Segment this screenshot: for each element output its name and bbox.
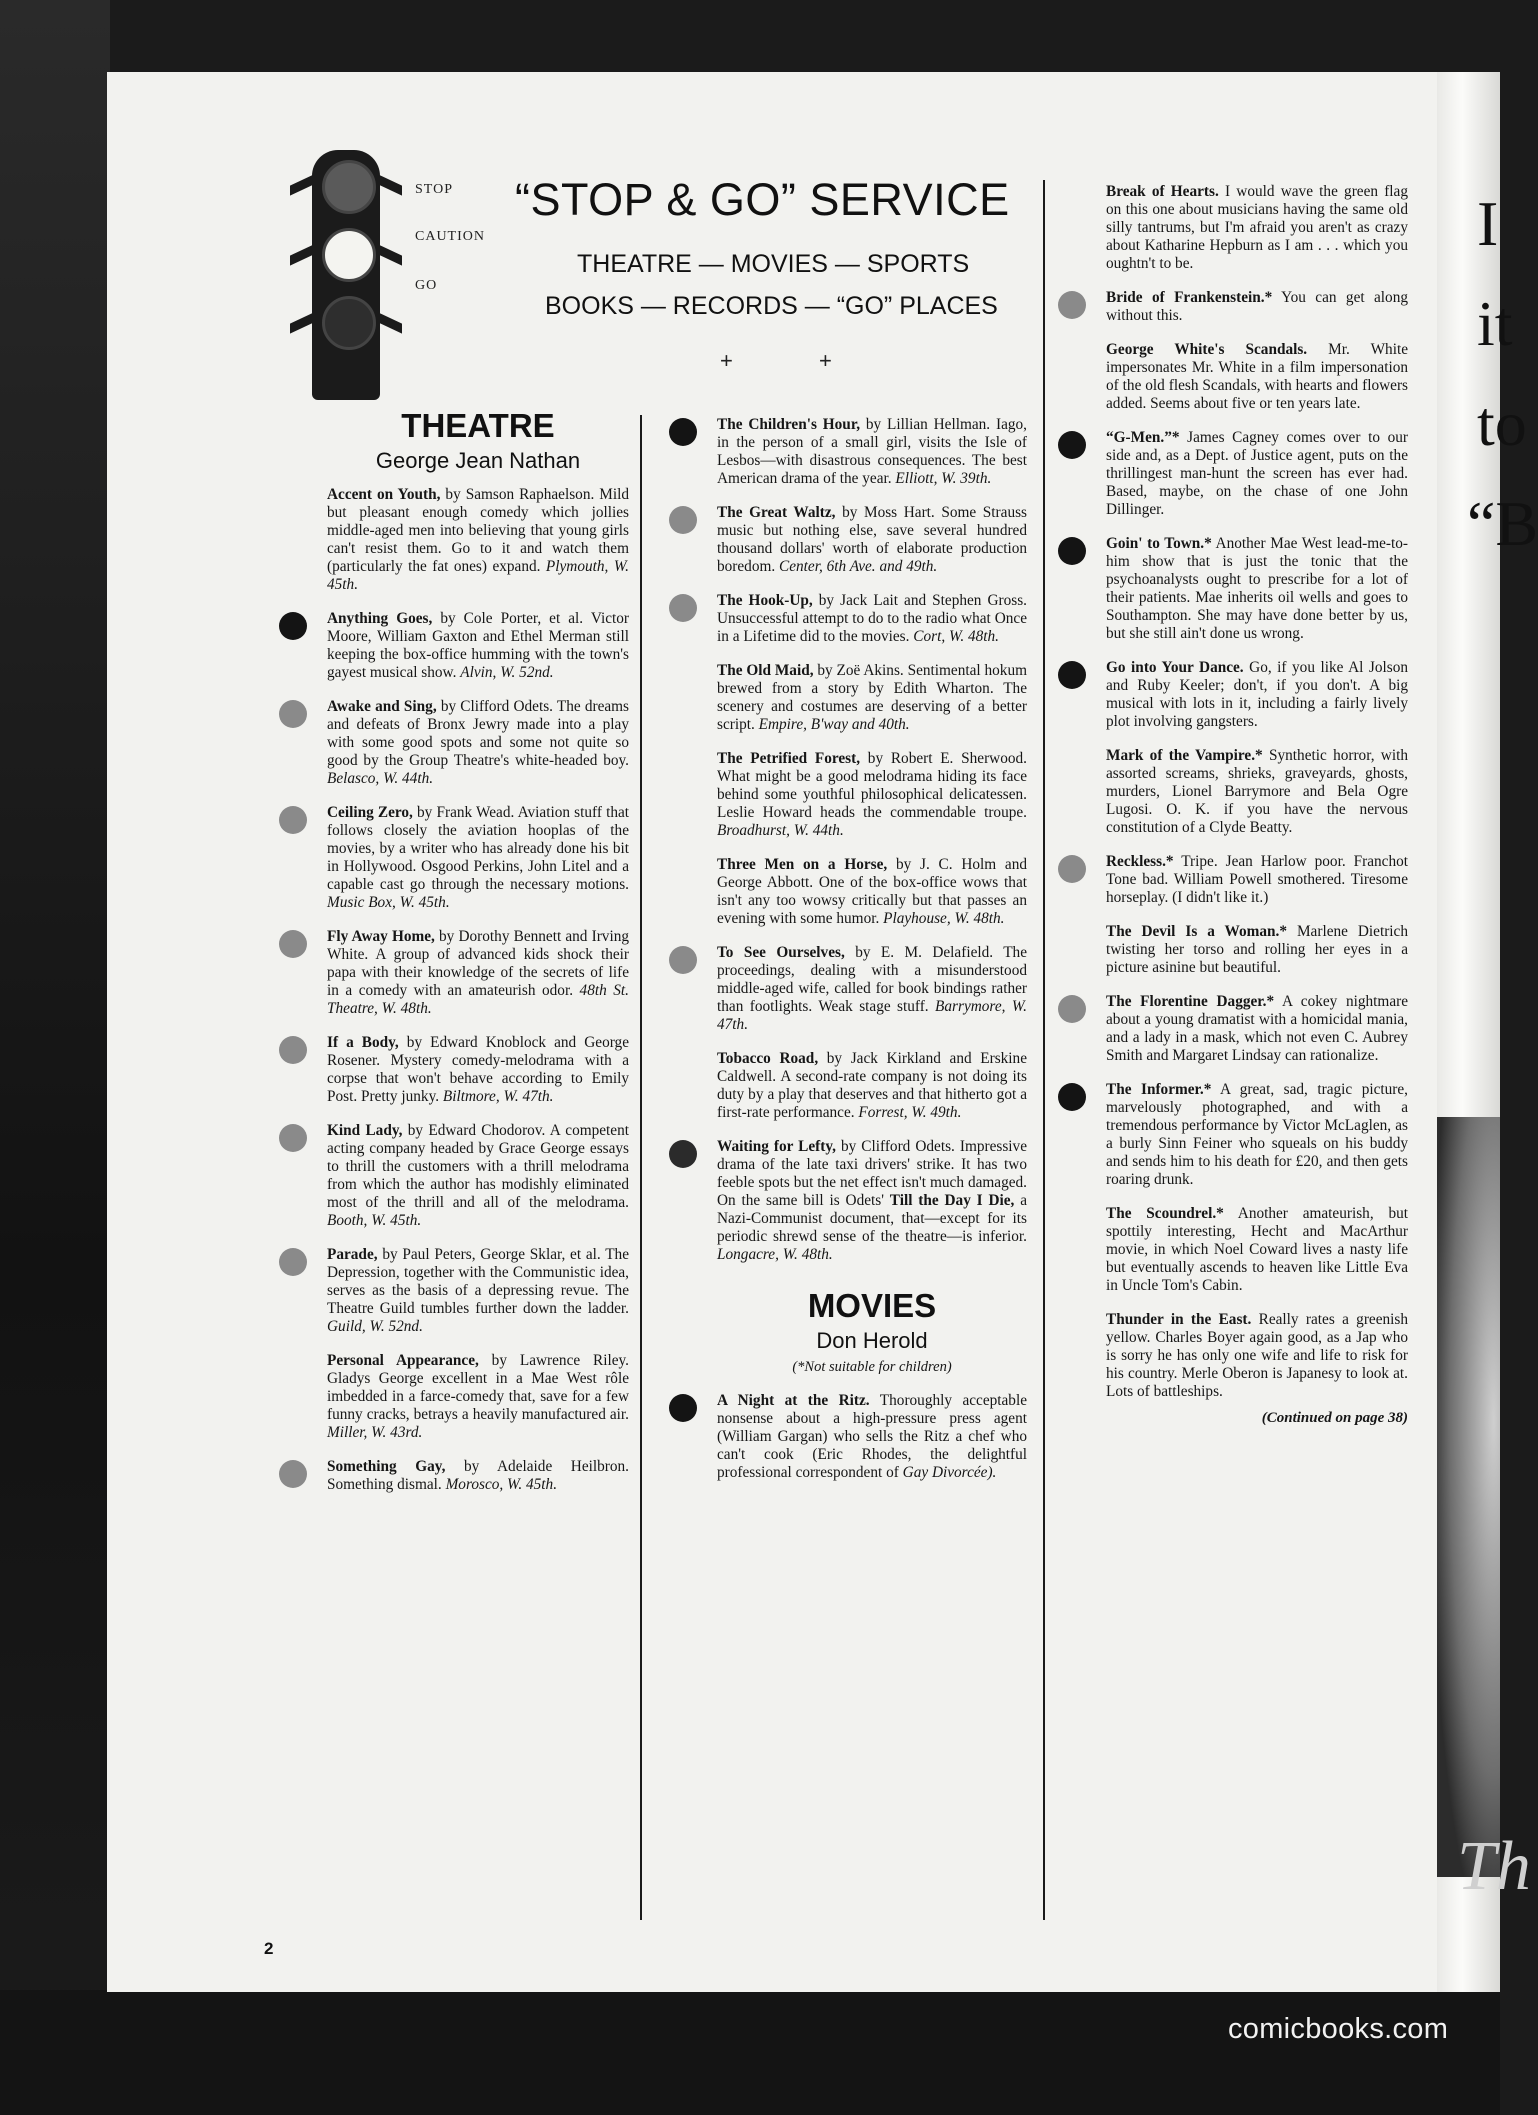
review-text: by Jack Lait and Stephen Gross. Unsuccessful attempt to do to the radio what Once in a Lifetime did to the movies. [717, 592, 1028, 645]
review-text: a Nazi-Communist document, that—except for its periodic shrewd sense of the theatre—is inferior. [717, 1192, 1027, 1245]
go-rating-dot-icon [669, 1394, 697, 1422]
review-title: Three Men on a Horse, [717, 856, 888, 873]
visor [290, 312, 314, 333]
review-text: by Paul Peters, George Sklar, et al. The Depression, together with the Communistic idea, serves as the basis of a depressing revue. The Theatre Guild tumbles further down the ladder. [327, 1246, 629, 1317]
review-entry [717, 662, 1027, 734]
review-entry [1106, 853, 1408, 907]
review-text: by Jack Kirkland and Erskine Caldwell. A second-rate company is not doing its duty by a play that deserves and that hitherto got a first-rate performance. [717, 1050, 1027, 1121]
review-title: Parade, [327, 1246, 378, 1263]
caution-rating-dot-icon [279, 1124, 307, 1152]
review-title: Tobacco Road, [717, 1050, 819, 1067]
review-venue: Playhouse, W. 48th. [883, 910, 1005, 927]
review-venue: Empire, B'way and 40th. [758, 716, 910, 733]
column-rule [1043, 180, 1045, 1920]
review-title: The Old Maid, [717, 662, 814, 679]
review-title: Till the Day I Die, [889, 1192, 1015, 1209]
review-text: by Clifford Odets. Impressive drama of the late taxi drivers' strike. It has two feeble spots but the net effect isn't much damaged. On the same bill is Odets' [717, 1138, 1027, 1209]
review-title: If a Body, [327, 1034, 399, 1051]
caution-rating-dot-icon [1058, 855, 1086, 883]
review-title: The Great Waltz, [717, 504, 836, 521]
caution-rating-dot-icon [279, 930, 307, 958]
page-number: 2 [264, 1939, 274, 1958]
review-text: You can get along without this. [1106, 289, 1408, 324]
stop-label: STOP [415, 182, 453, 197]
review-entry [717, 944, 1027, 1034]
review-title: Accent on Youth, [327, 486, 441, 503]
review-title: A Night at the Ritz. [717, 1392, 870, 1409]
review-text: Go, if you like Al Jolson and Ruby Keeler; don't, if you don't. A big musical with lots in it, including a fairly lively plot involving gangsters. [1106, 659, 1409, 730]
review-title: Mark of the Vampire.* [1106, 747, 1263, 764]
review-title: Something Gay, [327, 1458, 446, 1475]
next-page-text: it [1477, 288, 1513, 359]
review-text: Really rates a greenish yellow. Charles Boyer again good, as a Jap who is sorry he has only one wife and life to risk for his country. Merle Oberon is Japanesy to look at. Lots of battleships. [1106, 1311, 1408, 1400]
watermark-text: comicbooks.com [1228, 2013, 1449, 2045]
review-entry [1106, 659, 1408, 731]
review-venue: Center, 6th Ave. and 49th. [779, 558, 938, 575]
review-text: Synthetic horror, with assorted screams, shrieks, graveyards, ghosts, murders, Lionel Barrymore and Bela Ogre Lugosi. O. K. if you have the nervous constitution of a Clyde Beatty. [1106, 747, 1409, 836]
caution-rating-dot-icon [279, 700, 307, 728]
review-title: Ceiling Zero, [327, 804, 413, 821]
review-text: by E. M. Delafield. The proceedings, dealing with a misunderstood middle-aged wife, called for book bindings rather than footlights. Weak stage stuff. [717, 944, 1027, 1015]
next-page-text: to [1477, 388, 1527, 459]
go-label: GO [415, 278, 438, 293]
review-entry [1106, 535, 1408, 643]
visor [378, 174, 402, 195]
stop-rating-dot-icon [669, 1140, 697, 1168]
section-title-theatre: THEATRE [401, 407, 555, 444]
caution-rating-dot-icon [1058, 291, 1086, 319]
review-entry [717, 856, 1027, 928]
review-entry [1106, 289, 1408, 325]
page-title: “STOP & GO” SERVICE [515, 174, 1010, 225]
review-text: Another Mae West lead-me-to-him show that is just the tonic that the psychoanalysts ought to prescribe for a lot of their patients. Mae inherits oil wells and goes to Southampton. She may have done better by us, but she still ain't done us wrong. [1106, 535, 1408, 642]
review-entry [327, 1246, 629, 1336]
review-text: by Cole Porter, et al. Victor Moore, William Gaxton and Ethel Merman still keeping the box-office humming with the town's gayest musical show. [327, 610, 629, 681]
review-venue: Biltmore, W. 47th. [442, 1088, 554, 1105]
review-entry [717, 1138, 1027, 1264]
next-page-photo [1437, 1117, 1500, 1877]
review-title: The Children's Hour, [717, 416, 861, 433]
caution-rating-dot-icon [279, 1036, 307, 1064]
review-title: Bride of Frankenstein.* [1106, 289, 1273, 306]
review-text: by Frank Wead. Aviation stuff that follows closely the aviation hooplas of the movies, by a writer who has already done his bit in Hollywood. Osgood Perkins, John Litel and a capable cast go through the necessary motions. [327, 804, 630, 893]
review-venue: Barrymore, W. 47th. [717, 998, 1028, 1033]
review-text: by Adelaide Heilbron. Something dismal. [327, 1458, 629, 1493]
review-entry [1106, 183, 1408, 273]
review-venue: Forrest, W. 49th. [858, 1104, 962, 1121]
critic-name: George Jean Nathan [375, 448, 581, 473]
visor [378, 312, 402, 333]
visor [378, 244, 402, 265]
visor [290, 174, 314, 195]
review-title: Waiting for Lefty, [717, 1138, 836, 1155]
review-text: by Moss Hart. Some Strauss music but nothing else, save several hundred thousand dollars' worth of elaborate production boredom. [717, 504, 1027, 575]
review-venue: Elliott, W. 39th. [895, 470, 992, 487]
review-text: by Edward Knoblock and George Rosener. Mystery comedy-melodrama with a corpse that won't behave according to Emily Post. Pretty junky. [327, 1034, 629, 1105]
review-title: The Scoundrel.* [1106, 1205, 1224, 1222]
review-title: Thunder in the East. [1106, 1311, 1252, 1328]
review-venue: Guild, W. 52nd. [327, 1318, 423, 1335]
next-page-edge [1437, 72, 1538, 1992]
review-venue: Plymouth, W. 45th. [327, 558, 630, 593]
review-text: by Zoë Akins. Sentimental hokum brewed from a story by Edith Wharton. The scenery and costumes are deserving of a better script. [717, 662, 1027, 733]
review-venue: Belasco, W. 44th. [327, 770, 434, 787]
next-page-text: “B [1467, 488, 1538, 559]
review-entry [1106, 1205, 1408, 1295]
review-title: Break of Hearts. [1106, 183, 1219, 200]
review-list [717, 416, 1027, 1264]
review-entry [1106, 429, 1408, 519]
review-venue: Longacre, W. 48th. [717, 1246, 833, 1263]
review-text: Marlene Dietrich twisting her torso and rolling her eyes in a picture asinine but beautiful. [1106, 923, 1408, 976]
review-text: by Robert E. Sherwood. What might be a good melodrama hiding its face behind some youthful philosophical delicatessen. Leslie Howard heads the commendable troupe. [717, 750, 1027, 821]
review-venue: Music Box, W. 45th. [327, 894, 450, 911]
stop-lamp [322, 160, 376, 214]
caution-label: CAUTION [415, 229, 485, 244]
header-ornament: + + [720, 348, 872, 373]
theatre-column-2 [717, 416, 1027, 1498]
go-lamp [322, 296, 376, 350]
review-title: “G-Men.”* [1106, 429, 1180, 446]
review-entry [1106, 923, 1408, 977]
review-entry [717, 1050, 1027, 1122]
go-rating-dot-icon [669, 418, 697, 446]
review-text: Mr. White impersonates Mr. White in a film impersonation of the old flesh Scandals, with hearts and flowers added. Seems about five or ten years late. [1106, 341, 1408, 412]
review-text: Tripe. Jean Harlow poor. Franchot Tone bad. William Powell smothered. Tiresome horseplay. (I didn't like it.) [1106, 853, 1408, 906]
review-entry [327, 610, 629, 682]
review-entry [327, 1122, 629, 1230]
review-title: Personal Appearance, [327, 1352, 479, 1369]
review-entry [1106, 747, 1408, 837]
caution-rating-dot-icon [1058, 995, 1086, 1023]
review-text: by Samson Raphaelson. Mild but pleasant enough comedy which jollies middle-aged men into believing that young girls can't resist them. Go to it and watch them (particularly the fat ones) expand. [327, 486, 630, 575]
review-entry [327, 1352, 629, 1442]
go-rating-dot-icon [1058, 661, 1086, 689]
review-text: by J. C. Holm and George Abbott. One of the box-office wows that isn't any too wowsy critically but that passes an evening with some humor. [717, 856, 1027, 927]
review-title: Fly Away Home, [327, 928, 435, 945]
review-text: I would wave the green flag on this one about musicians having the same old silly tantrums, but I'm afraid you aren't as crazy about Katharine Hepburn as I am . . . which you oughtn't to be. [1106, 183, 1408, 272]
review-entry [327, 1458, 629, 1494]
caution-rating-dot-icon [669, 506, 697, 534]
review-entry [327, 1034, 629, 1106]
review-text: A cokey nightmare about a young dramatist with a homicidal mania, and a lady in a mask, which not even C. Aubrey Smith and Margaret Lindsay can rationalize. [1106, 993, 1408, 1064]
next-page-text: I [1477, 188, 1499, 259]
review-title: Go into Your Dance. [1106, 659, 1244, 676]
review-venue: Gay Divorcée). [902, 1464, 997, 1481]
caution-rating-dot-icon [669, 594, 697, 622]
review-text: by Dorothy Bennett and Irving White. A group of advanced kids shock their papa with their knowledge of the secrets of life in a comedy with an amateurish odor. [327, 928, 629, 999]
review-entry [327, 486, 629, 594]
visor [290, 244, 314, 265]
header-subtitle: THEATRE — MOVIES — SPORTS [577, 250, 970, 278]
review-venue: Cort, W. 48th. [913, 628, 999, 645]
review-text: Thoroughly acceptable nonsense about a high-pressure press agent (William Gargan) who sells the Ritz a chef who can't cook (Eric Rhodes, the delightful professional correspondent of [717, 1392, 1027, 1481]
traffic-light-icon [282, 150, 402, 400]
column-rule [640, 415, 642, 1920]
header-subtitle: BOOKS — RECORDS — “GO” PLACES [545, 292, 998, 320]
review-venue: Miller, W. 43rd. [327, 1424, 423, 1441]
review-text: Another amateurish, but spottily interesting, Hecht and MacArthur movie, in which Noel Coward lives a nasty life but eventually ascends to heaven like Little Eva in Uncle Tom's Cabin. [1106, 1205, 1408, 1294]
caution-rating-dot-icon [279, 1248, 307, 1276]
review-entry [1106, 1081, 1408, 1189]
critic-name: Don Herold [816, 1328, 928, 1353]
review-title: Awake and Sing, [327, 698, 437, 715]
review-title: The Hook-Up, [717, 592, 813, 609]
caution-lamp [322, 228, 376, 282]
review-venue: Alvin, W. 52nd. [460, 664, 554, 681]
review-venue: Booth, W. 45th. [327, 1212, 422, 1229]
section-note: (*Not suitable for children) [792, 1359, 952, 1375]
review-title: The Petrified Forest, [717, 750, 861, 767]
review-text: James Cagney comes over to our side and, as a Dept. of Justice agent, puts on the thrillingest man-hunt the screen has ever had. Based, maybe, on the chase of one John Dillinger. [1106, 429, 1408, 518]
review-entry [717, 504, 1027, 576]
review-venue: 48th St. Theatre, W. 48th. [327, 982, 629, 1017]
go-rating-dot-icon [1058, 537, 1086, 565]
theatre-column-1 [327, 406, 629, 1510]
review-text: by Lawrence Riley. Gladys George excellent in a Mae West rôle imbedded in a farce-comedy that, save for a few funny cracks, betrays a heavily manufactured air. [327, 1352, 629, 1423]
review-list [717, 1392, 1027, 1482]
review-venue: Morosco, W. 45th. [445, 1476, 558, 1493]
movies-column-3 [1106, 183, 1408, 1427]
review-entry [327, 698, 629, 788]
caution-rating-dot-icon [279, 806, 307, 834]
go-rating-dot-icon [1058, 431, 1086, 459]
review-title: Kind Lady, [327, 1122, 403, 1139]
review-entry [327, 804, 629, 912]
review-title: Reckless.* [1106, 853, 1174, 870]
review-title: To See Ourselves, [717, 944, 845, 961]
review-title: George White's Scandals. [1106, 341, 1308, 358]
review-list [327, 486, 629, 1494]
review-entry [717, 416, 1027, 488]
review-text: by Edward Chodorov. A competent acting company headed by Grace George essays to thrill the customers with a thrill melodrama from which the author has modishly eliminated most of the thrill and all of the melodrama. [327, 1122, 629, 1211]
section-title-movies: MOVIES [807, 1287, 937, 1324]
caution-rating-dot-icon [279, 1460, 307, 1488]
review-entry [1106, 1311, 1408, 1401]
review-list [1106, 183, 1408, 1401]
review-title: Goin' to Town.* [1106, 535, 1212, 552]
review-text: A great, sad, tragic picture, marvelously photographed, and with a tremendous performance by Victor McLaglen, as a burly Sinn Feiner who squeals on his buddy and sends him to his death for £20, and then gets roaring drunk. [1106, 1081, 1408, 1188]
review-entry [1106, 341, 1408, 413]
review-title: Anything Goes, [327, 610, 433, 627]
go-rating-dot-icon [1058, 1083, 1086, 1111]
caution-rating-dot-icon [669, 946, 697, 974]
review-title: The Florentine Dagger.* [1106, 993, 1275, 1010]
review-text: by Clifford Odets. The dreams and defeats of Bronx Jewry made into a play with some good spots and some not quite so good by the Group Theatre's white-headed boy. [327, 698, 629, 769]
scan-background-bottom [0, 1990, 1500, 2115]
review-entry [717, 1392, 1027, 1482]
continued-note: (Continued on page 38) [1261, 1410, 1408, 1426]
go-rating-dot-icon [279, 612, 307, 640]
review-entry [327, 928, 629, 1018]
scan-background [0, 0, 110, 2115]
review-venue: Broadhurst, W. 44th. [717, 822, 844, 839]
next-page-script-text: Th [1457, 1828, 1531, 1905]
review-entry [1106, 993, 1408, 1065]
review-entry [717, 592, 1027, 646]
review-entry [717, 750, 1027, 840]
review-title: The Informer.* [1106, 1081, 1212, 1098]
review-title: The Devil Is a Woman.* [1106, 923, 1288, 940]
review-text: by Lillian Hellman. Iago, in the person of a small girl, visits the Isle of Lesbos—with disastrous consequences. The best American drama of the year. [717, 416, 1027, 487]
